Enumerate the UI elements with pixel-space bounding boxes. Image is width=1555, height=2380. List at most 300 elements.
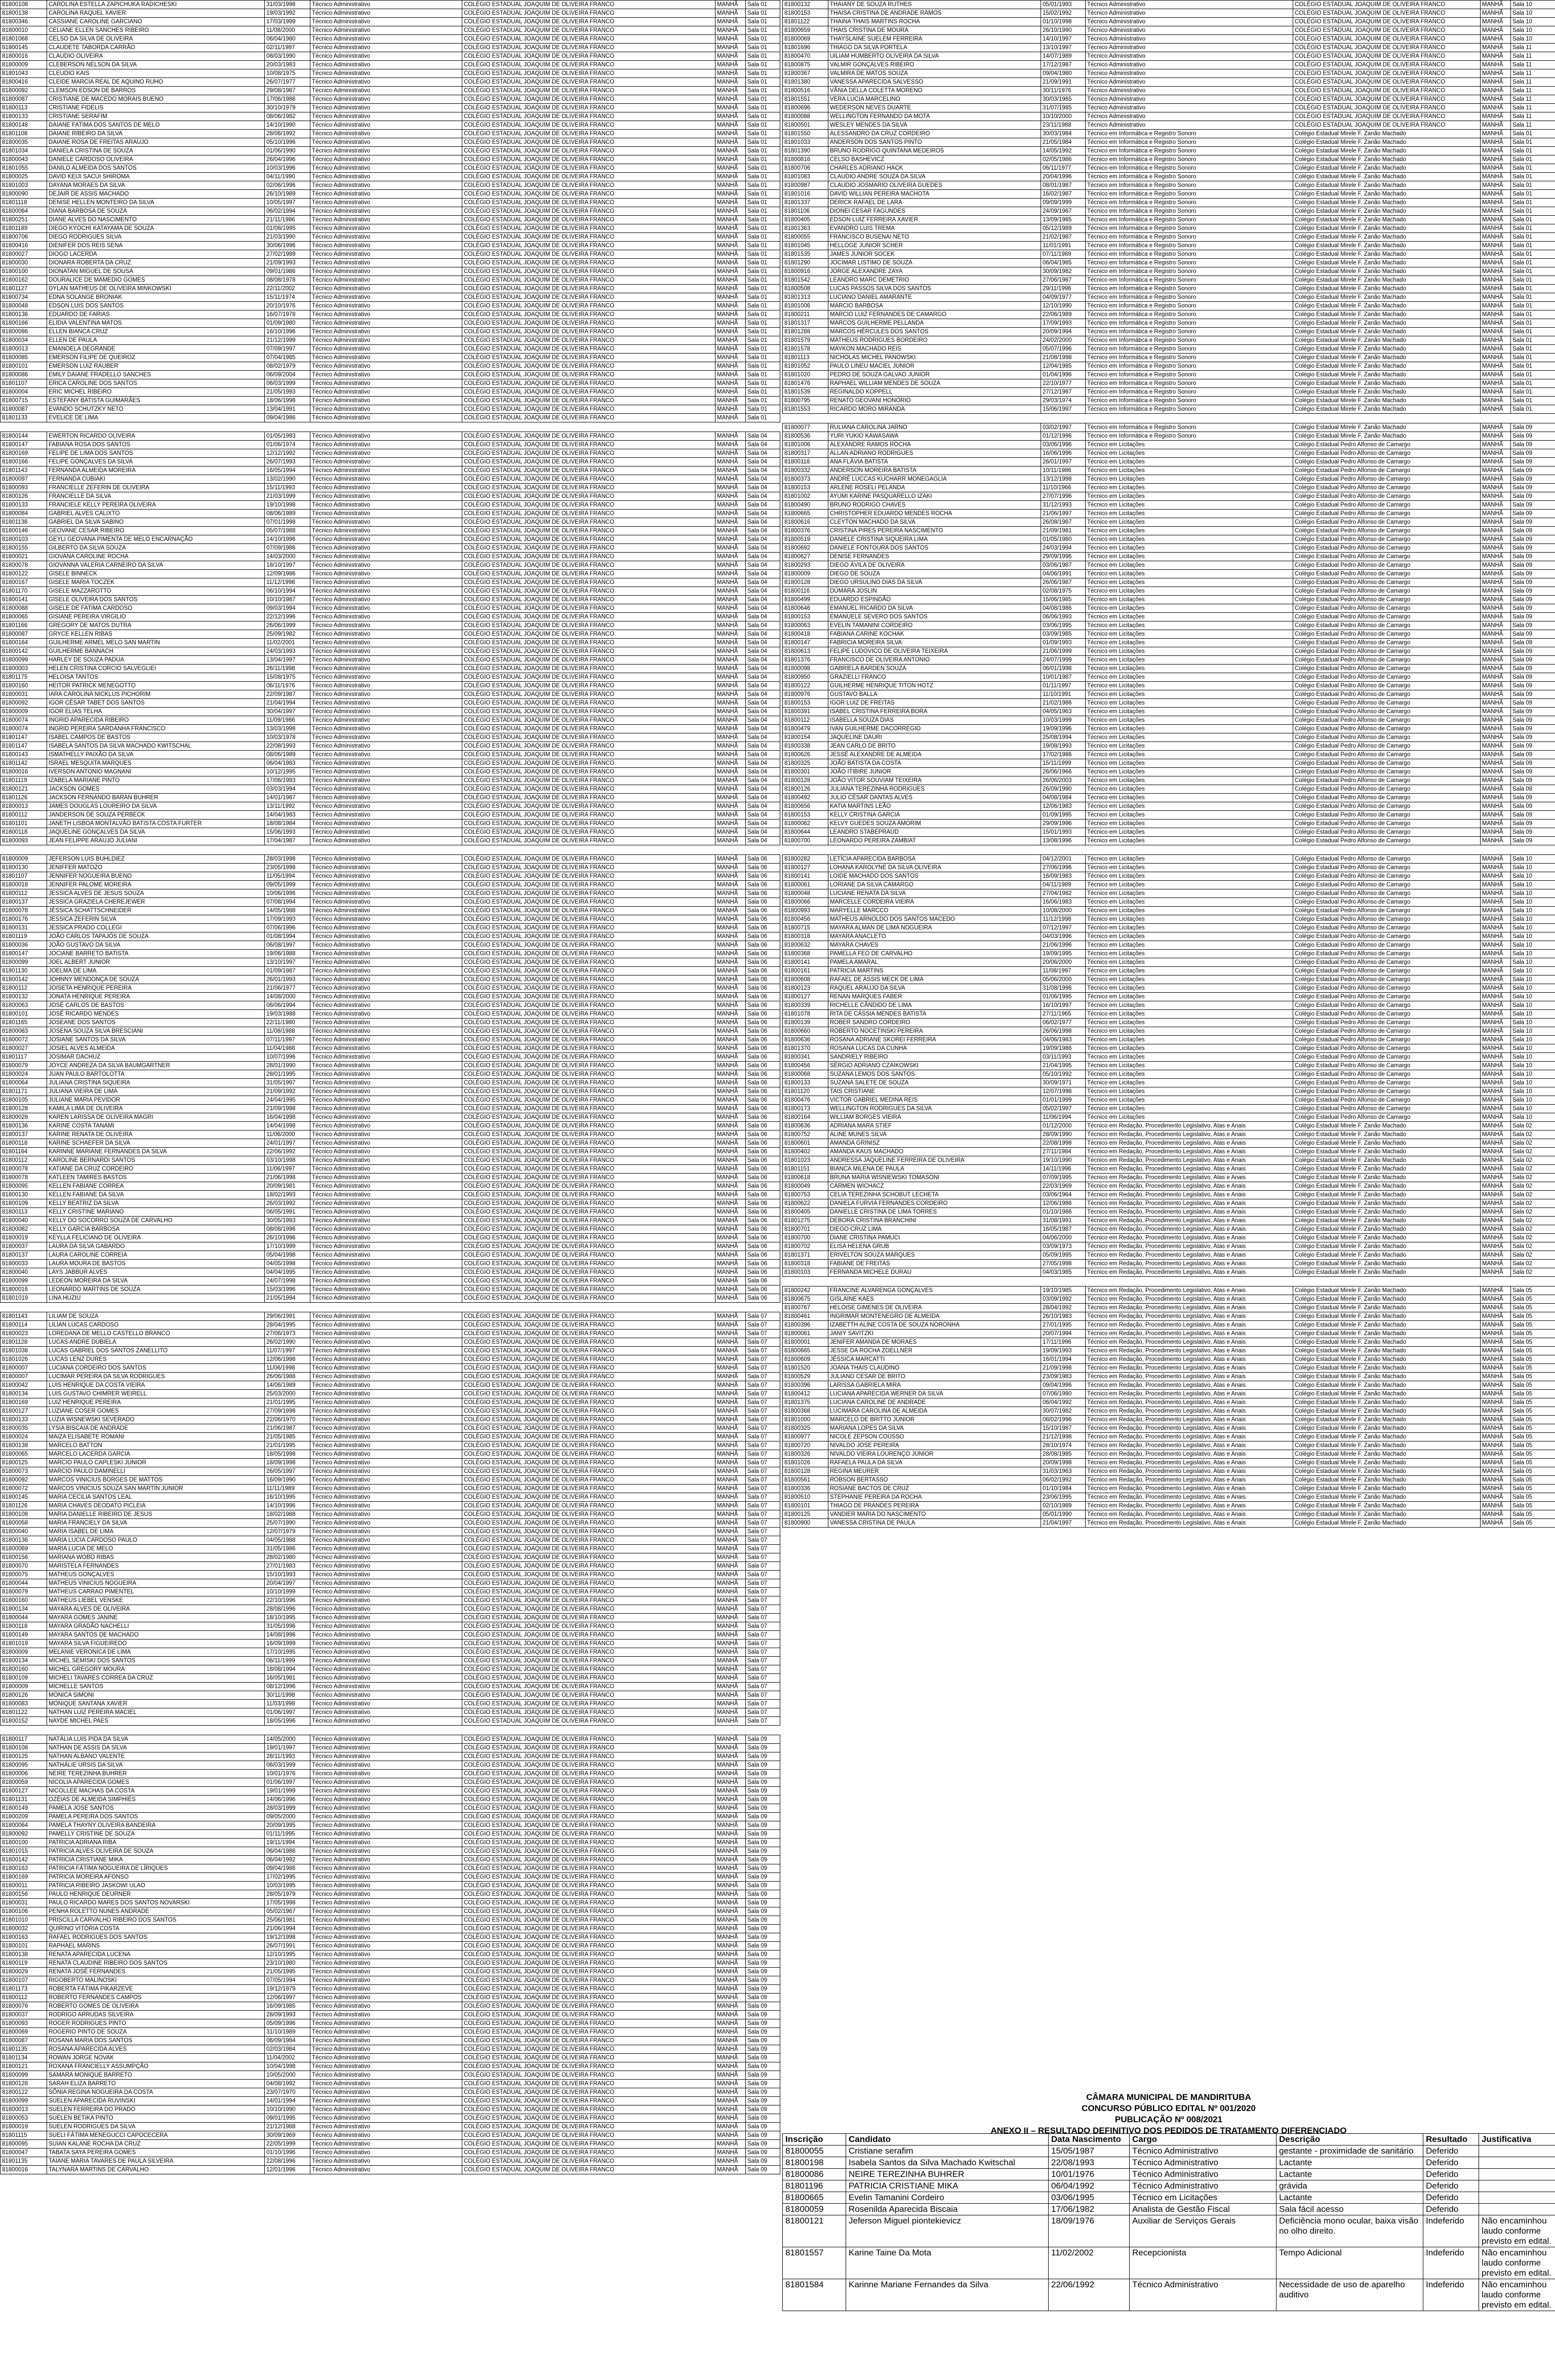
birth-date-cell: 12/04/1985: [1041, 362, 1086, 371]
annex-row: [783, 2204, 1555, 2215]
shift-cell: MANHÃ: [1481, 1105, 1511, 1113]
candidate-name-cell: CLAUDIO JOSMARIO OLIVEIRA GUEDES: [828, 181, 1041, 190]
candidate-name-cell: Jeferson Miguel piontekievicz: [846, 2215, 1049, 2247]
room-cell: Sala 06: [746, 1087, 780, 1096]
birth-date-cell: 21/12/1999: [265, 336, 310, 345]
birth-date-cell: 18/02/1993: [265, 1191, 310, 1199]
candidate-name-cell: JULIANO CESAR DE BRITO: [828, 1373, 1041, 1381]
birth-date-cell: 27/01/1995: [1041, 1321, 1086, 1330]
exam-site-cell: Colégio Estadual Pedro Alfonso de Camargo: [1293, 855, 1481, 864]
birth-date-cell: 07/06/1996: [265, 924, 310, 932]
position-cell: Técnico Administrativo: [310, 1579, 462, 1588]
shift-cell: MANHÃ: [715, 9, 746, 18]
candidate-name-cell: RAPHAEL MARINS: [47, 1942, 265, 1950]
room-cell: Sala 01: [1511, 155, 1555, 164]
candidate-name-cell: JACKSON FERNANDO BARAN BUHRER: [47, 794, 265, 802]
candidate-name-cell: SUZANA SALETE DE SOUZA: [828, 1079, 1041, 1087]
room-cell: Sala 09: [746, 2045, 780, 2054]
room-cell: Sala 09: [1511, 527, 1555, 535]
shift-cell: MANHÃ: [1481, 336, 1511, 345]
exam-site-cell: COLÉGIO ESTADUAL JOAQUIM DE OLIVEIRA FRANCO: [462, 1571, 715, 1579]
birth-date-cell: 10/01/1987: [1041, 673, 1086, 682]
shift-cell: MANHÃ: [1481, 656, 1511, 665]
room-cell: Sala 01: [1511, 405, 1555, 414]
birth-date-cell: 24/02/2000: [1041, 336, 1086, 345]
registration-cell: 81800112: [1, 1994, 47, 2002]
registration-cell: 81800133: [1, 112, 47, 121]
shift-cell: MANHÃ: [1481, 432, 1511, 441]
shift-cell: MANHÃ: [1481, 1010, 1511, 1019]
registration-cell: 81800028: [1, 1113, 47, 1122]
registration-cell: 81800609: [783, 1355, 828, 1364]
position-cell: Técnico Administrativo: [310, 1890, 462, 1899]
birth-date-cell: 06/04/1986: [265, 1847, 310, 1856]
candidate-name-cell: MAYARA CHAVES: [828, 941, 1041, 950]
table-row: [1, 1847, 780, 1856]
position-cell: Técnico em Redação, Procedimento Legislativo, Atas e Anais: [1086, 1295, 1293, 1304]
registration-cell: 81801115: [1, 2131, 47, 2140]
room-cell: Sala 04: [746, 604, 780, 613]
birth-date-cell: 23/05/1998: [265, 864, 310, 872]
table-row: [1, 561, 780, 570]
table-row: [1, 820, 780, 828]
registration-cell: 81800068: [783, 1070, 828, 1079]
table-row: [783, 130, 1555, 138]
registration-cell: 81800209: [1, 1813, 47, 1821]
shift-cell: MANHÃ: [1481, 993, 1511, 1001]
exam-site-cell: COLÉGIO ESTADUAL JOAQUIM DE OLIVEIRA FRANCO: [462, 1778, 715, 1787]
exam-site-cell: Colégio Estadual Pedro Alfonso de Camargo: [1293, 889, 1481, 898]
birth-date-cell: 31/05/1996: [265, 1622, 310, 1631]
exam-site-cell: COLÉGIO ESTADUAL JOAQUIM DE OLIVEIRA FRANCO: [462, 1347, 715, 1355]
table-row: [783, 1476, 1555, 1485]
exam-site-cell: COLÉGIO ESTADUAL JOAQUIM DE OLIVEIRA FRANCO: [462, 1390, 715, 1398]
registration-cell: 81800126: [783, 785, 828, 794]
registration-cell: 81800018: [1, 881, 47, 889]
registration-cell: 81800516: [783, 87, 828, 95]
room-cell: Sala 06: [746, 864, 780, 872]
exam-site-cell: Colégio Estadual Mirele F. Zanão Machado: [1293, 1476, 1481, 1485]
table-row: [1, 1839, 780, 1847]
position-cell: Técnico em Licitações: [1086, 984, 1293, 993]
position-cell: Técnico em Informática e Registro Sonoro: [1086, 181, 1293, 190]
table-row: [783, 733, 1555, 742]
position-cell: Técnico Administrativo: [310, 1864, 462, 1873]
position-cell: Técnico Administrativo: [310, 1968, 462, 1976]
table-row: [783, 1225, 1555, 1234]
birth-date-cell: 15/06/1993: [265, 828, 310, 837]
exam-site-cell: Colégio Estadual Mirele F. Zanão Machado: [1293, 336, 1481, 345]
registration-cell: 81800325: [783, 1424, 828, 1433]
table-row: [783, 993, 1555, 1001]
candidate-name-cell: JACKSON GOMES: [47, 785, 265, 794]
exam-site-cell: COLÉGIO ESTADUAL JOAQUIM DE OLIVEIRA FRANCO: [462, 1113, 715, 1122]
birth-date-cell: 05/10/1996: [265, 138, 310, 147]
candidate-name-cell: CAROLINA RAQUEL XAVIER: [47, 9, 265, 18]
annex-row: [783, 2247, 1555, 2279]
position-cell: Técnico Administrativo: [310, 1839, 462, 1847]
exam-site-cell: COLÉGIO ESTADUAL JOAQUIM DE OLIVEIRA FRANCO: [462, 1225, 715, 1234]
shift-cell: MANHÃ: [715, 1830, 746, 1839]
table-row: [783, 1148, 1555, 1156]
birth-date-cell: 21/05/1993: [265, 388, 310, 397]
table-row: [783, 1130, 1555, 1139]
room-cell: Sala 09: [746, 2123, 780, 2131]
position-cell: Técnico em Informática e Registro Sonoro: [1086, 155, 1293, 164]
exam-site-cell: Colégio Estadual Pedro Alfonso de Camargo: [1293, 501, 1481, 510]
registration-cell: 81800137: [1, 898, 47, 907]
candidate-name-cell: RENATO GEOVANI HONÓRIO: [828, 397, 1041, 405]
shift-cell: MANHÃ: [715, 656, 746, 665]
birth-date-cell: 06/10/1994: [265, 587, 310, 596]
shift-cell: MANHÃ: [1481, 1062, 1511, 1070]
room-cell: Sala 09: [1511, 596, 1555, 604]
exam-site-cell: COLÉGIO ESTADUAL JOAQUIM DE OLIVEIRA FRANCO: [462, 915, 715, 924]
room-cell: Sala 09: [746, 1796, 780, 1804]
room-cell: Sala 09: [746, 1907, 780, 1916]
birth-date-cell: 10/03/1995: [265, 1882, 310, 1890]
position-cell: Técnico Administrativo: [310, 1199, 462, 1208]
table-row: [783, 1493, 1555, 1502]
shift-cell: MANHÃ: [715, 872, 746, 881]
position-cell: Técnico Administrativo: [310, 2002, 462, 2011]
candidate-name-cell: GISELE BINNECK: [47, 570, 265, 578]
exam-site-cell: COLÉGIO ESTADUAL JOAQUIM DE OLIVEIRA FRANCO: [462, 785, 715, 794]
position-cell: Técnico Administrativo: [310, 941, 462, 950]
candidate-name-cell: FRANCISCO BUSENAI NETO: [828, 233, 1041, 242]
registration-cell: 81800126: [1, 1691, 47, 1700]
shift-cell: MANHÃ: [715, 466, 746, 475]
birth-date-cell: 29/11/1996: [1041, 285, 1086, 293]
candidate-name-cell: LAYS JABBUR ALVES: [47, 1268, 265, 1277]
registration-cell: 81800123: [783, 984, 828, 993]
birth-date-cell: 01/09/1995: [1041, 811, 1086, 820]
registration-cell: 81800476: [783, 1096, 828, 1105]
exam-site-cell: COLÉGIO ESTADUAL JOAQUIM DE OLIVEIRA FRANCO: [462, 1821, 715, 1830]
shift-cell: MANHÃ: [1481, 924, 1511, 932]
table-row: [1, 1994, 780, 2002]
birth-date-cell: 14/05/2000: [265, 1735, 310, 1744]
registration-cell: 81800072: [1, 1036, 47, 1044]
position-cell: Técnico Administrativo: [310, 1770, 462, 1778]
table-row: [1, 751, 780, 759]
table-row: [783, 1467, 1555, 1476]
position-cell: Técnico em Redação, Procedimento Legislativo, Atas e Anais: [1086, 1268, 1293, 1277]
table-row: [1, 35, 780, 44]
birth-date-cell: 10/12/1995: [265, 768, 310, 776]
birth-date-cell: 06/06/1994: [265, 1001, 310, 1010]
registration-cell: 81801380: [783, 78, 828, 87]
room-cell: Sala 09: [746, 1873, 780, 1882]
shift-cell: MANHÃ: [715, 1285, 746, 1294]
registration-cell: 81801196: [783, 2180, 846, 2192]
exam-site-cell: COLÉGIO ESTADUAL JOAQUIM DE OLIVEIRA FRANCO: [462, 242, 715, 250]
registration-cell: 81800133: [1, 1416, 47, 1424]
exam-site-cell: Colégio Estadual Pedro Alfonso de Camargo: [1293, 596, 1481, 604]
shift-cell: MANHÃ: [715, 1761, 746, 1770]
birth-date-cell: 26/04/1996: [265, 155, 310, 164]
position-cell: Técnico em Licitações: [1086, 1053, 1293, 1062]
room-cell: Sala 02: [1511, 1148, 1555, 1156]
birth-date-cell: 11/07/1997: [265, 1347, 310, 1355]
exam-site-cell: COLÉGIO ESTADUAL JOAQUIM DE OLIVEIRA FRANCO: [462, 1217, 715, 1225]
shift-cell: MANHÃ: [1481, 112, 1511, 121]
room-cell: Sala 06: [746, 1242, 780, 1251]
position-cell: Técnico Administrativo: [310, 69, 462, 78]
table-row: [783, 371, 1555, 379]
birth-date-cell: 20/09/1981: [265, 1182, 310, 1191]
registration-cell: 81800470: [783, 52, 828, 61]
birth-date-cell: 26/06/1999: [265, 621, 310, 630]
candidate-name-cell: JULIANA VIEIRA DE LIMA: [47, 1087, 265, 1096]
shift-cell: MANHÃ: [715, 802, 746, 811]
candidate-name-cell: PATRICIA FÁTIMA NOGUEIRA DE LÍRIQUES: [47, 1864, 265, 1873]
exam-site-cell: COLÉGIO ESTADUAL JOAQUIM DE OLIVEIRA FRANCO: [462, 2097, 715, 2105]
position-cell: Técnico Administrativo: [310, 535, 462, 544]
candidate-name-cell: LAURA MOURA DE BASTOS: [47, 1260, 265, 1268]
birth-date-cell: 05/09/1996: [265, 2019, 310, 2028]
exam-site-cell: COLÉGIO ESTADUAL JOAQUIM DE OLIVEIRA FRANCO: [462, 1156, 715, 1165]
exam-site-cell: COLÉGIO ESTADUAL JOAQUIM DE OLIVEIRA FRANCO: [462, 1752, 715, 1761]
room-cell: Sala 06: [746, 889, 780, 898]
room-cell: Sala 04: [746, 578, 780, 587]
table-row: [783, 1234, 1555, 1242]
table-row: [783, 354, 1555, 362]
shift-cell: MANHÃ: [1481, 302, 1511, 310]
candidate-name-cell: MAYARA SANTOS DE MACHADO: [47, 1631, 265, 1640]
shift-cell: MANHÃ: [715, 405, 746, 414]
exam-site-cell: COLÉGIO ESTADUAL JOAQUIM DE OLIVEIRA FRANCO: [462, 725, 715, 733]
shift-cell: MANHÃ: [1481, 725, 1511, 733]
registration-cell: 81800075: [1, 1571, 47, 1579]
candidate-name-cell: CLAUDIO ANDRE SOUZA DA SILVA: [828, 173, 1041, 181]
candidate-name-cell: JANETH LISBOA MONTALVÃO BATISTA COSTA FURTER: [47, 820, 265, 828]
shift-cell: MANHÃ: [715, 1510, 746, 1519]
shift-cell: MANHÃ: [715, 1579, 746, 1588]
position-cell: Técnico em Licitações: [1086, 708, 1293, 716]
room-cell: Sala 06: [746, 924, 780, 932]
position-cell: Técnico Administrativo: [310, 967, 462, 976]
justification-cell: [1479, 2169, 1555, 2180]
shift-cell: MANHÃ: [1481, 1312, 1511, 1321]
birth-date-cell: 15/11/1999: [1041, 759, 1086, 768]
table-row: [1, 44, 780, 52]
table-row: [783, 1338, 1555, 1347]
position-cell: Técnico em Licitações: [1086, 621, 1293, 630]
position-cell: Técnico em Licitações: [1086, 518, 1293, 527]
room-cell: Sala 09: [746, 1770, 780, 1778]
candidate-name-cell: ADRIANA MARA STIEF: [828, 1122, 1041, 1130]
shift-cell: MANHÃ: [1481, 1407, 1511, 1416]
exam-site-cell: COLÉGIO ESTADUAL JOAQUIM DE OLIVEIRA FRANCO: [462, 708, 715, 716]
candidate-name-cell: ROBERTA FÁTIMA PIKARZEVE: [47, 1985, 265, 1994]
exam-site-cell: COLÉGIO ESTADUAL JOAQUIM DE OLIVEIRA FRANCO: [462, 1890, 715, 1899]
exam-site-cell: COLÉGIO ESTADUAL JOAQUIM DE OLIVEIRA FRANCO: [462, 2157, 715, 2166]
room-cell: Sala 04: [746, 639, 780, 647]
registration-cell: 81800070: [1, 1562, 47, 1571]
left-candidate-column: [0, 0, 780, 2183]
shift-cell: MANHÃ: [715, 1933, 746, 1942]
room-cell: Sala 07: [746, 1545, 780, 1553]
shift-cell: MANHÃ: [715, 267, 746, 276]
shift-cell: MANHÃ: [1481, 293, 1511, 302]
position-cell: Técnico Administrativo: [310, 1916, 462, 1925]
registration-cell: 81800048: [1, 302, 47, 310]
registration-cell: 81800976: [783, 690, 828, 699]
table-row: [783, 87, 1555, 95]
exam-site-cell: Colégio Estadual Pedro Alfonso de Camargo: [1293, 1001, 1481, 1010]
table-row: [1, 1208, 780, 1217]
shift-cell: MANHÃ: [715, 630, 746, 639]
candidate-name-cell: GEYLI GEOVANA PIMENTA DE MELO ENCARNAÇÃO: [47, 535, 265, 544]
shift-cell: MANHÃ: [715, 1571, 746, 1579]
registration-cell: 81800122: [783, 682, 828, 690]
room-cell: Sala 01: [746, 61, 780, 69]
shift-cell: MANHÃ: [715, 1735, 746, 1744]
exam-site-cell: COLÉGIO ESTADUAL JOAQUIM DE OLIVEIRA FRANCO: [462, 1493, 715, 1502]
birth-date-cell: 07/11/1989: [1041, 250, 1086, 259]
position-cell: Técnico em Licitações: [1086, 802, 1293, 811]
shift-cell: MANHÃ: [715, 293, 746, 302]
exam-site-cell: COLÉGIO ESTADUAL JOAQUIM DE OLIVEIRA FRANCO: [462, 1968, 715, 1976]
room-cell: Sala 06: [746, 967, 780, 976]
position-cell: Técnico Administrativo: [310, 1985, 462, 1994]
position-cell: Técnico em Informática e Registro Sonoro: [1086, 233, 1293, 242]
birth-date-cell: 15/01/1993: [1041, 828, 1086, 837]
room-cell: Sala 02: [1511, 1174, 1555, 1182]
room-cell: Sala 06: [746, 1036, 780, 1044]
registration-cell: 81800162: [1, 276, 47, 285]
registration-cell: 81800088: [783, 112, 828, 121]
room-cell: Sala 09: [746, 1847, 780, 1856]
table-row: [1, 1579, 780, 1588]
shift-cell: MANHÃ: [715, 1433, 746, 1441]
exam-site-cell: COLÉGIO ESTADUAL JOAQUIM DE OLIVEIRA FRANCO: [462, 742, 715, 751]
position-cell: Técnico Administrativo: [310, 121, 462, 130]
exam-site-cell: COLÉGIO ESTADUAL JOAQUIM DE OLIVEIRA FRANCO: [462, 492, 715, 501]
table-row: [783, 907, 1555, 915]
shift-cell: MANHÃ: [715, 1191, 746, 1199]
room-cell: Sala 07: [746, 1640, 780, 1648]
birth-date-cell: 24/03/1994: [1041, 544, 1086, 553]
shift-cell: MANHÃ: [715, 759, 746, 768]
position-cell: Técnico Administrativo: [310, 1691, 462, 1700]
table-row: [783, 820, 1555, 828]
room-cell: Sala 01: [746, 336, 780, 345]
room-cell: Sala 04: [746, 570, 780, 578]
position-cell: Técnico em Licitações: [1086, 1044, 1293, 1053]
table-row: [783, 725, 1555, 733]
exam-site-cell: Colégio Estadual Pedro Alfonso de Camargo: [1293, 967, 1481, 976]
shift-cell: MANHÃ: [1481, 958, 1511, 967]
shift-cell: MANHÃ: [715, 207, 746, 216]
candidate-name-cell: KARINNE MARIANE FERNANDES DA SILVA: [47, 1148, 265, 1156]
shift-cell: MANHÃ: [715, 388, 746, 397]
registration-cell: 81800145: [1, 1493, 47, 1502]
birth-date-cell: 10/06/1996: [265, 889, 310, 898]
candidate-name-cell: RITA DE CÁSSIA MENDES BATISTA: [828, 1010, 1041, 1019]
registration-cell: 81801390: [783, 147, 828, 155]
exam-site-cell: COLÉGIO ESTADUAL JOAQUIM DE OLIVEIRA FRANCO: [462, 1053, 715, 1062]
birth-date-cell: 28/05/1979: [265, 1890, 310, 1899]
shift-cell: MANHÃ: [715, 1199, 746, 1208]
position-cell: Técnico Administrativo: [310, 665, 462, 673]
room-cell: Sala 07: [746, 1347, 780, 1355]
exam-site-cell: COLÉGIO ESTADUAL JOAQUIM DE OLIVEIRA FRANCO: [462, 379, 715, 388]
table-row: [1, 2071, 780, 2080]
position-cell: Técnico Administrativo: [310, 336, 462, 345]
room-cell: Sala 09: [1511, 553, 1555, 561]
candidate-name-cell: FRANCISCO DE OLIVEIRA ANTONIO: [828, 656, 1041, 665]
table-row: [1, 354, 780, 362]
exam-site-cell: COLÉGIO ESTADUAL JOAQUIM DE OLIVEIRA FRANCO: [462, 881, 715, 889]
birth-date-cell: 07/04/1985: [265, 354, 310, 362]
exam-site-cell: COLÉGIO ESTADUAL JOAQUIM DE OLIVEIRA FRANCO: [462, 130, 715, 138]
birth-date-cell: 04/08/1986: [1041, 604, 1086, 613]
exam-site-cell: COLÉGIO ESTADUAL JOAQUIM DE OLIVEIRA FRANCO: [462, 1010, 715, 1019]
exam-site-cell: Colégio Estadual Mirele F. Zanão Machado: [1293, 1130, 1481, 1139]
shift-cell: MANHÃ: [715, 1813, 746, 1821]
registration-cell: 81800004: [1, 388, 47, 397]
table-row: [1, 432, 780, 441]
position-cell: Técnico Administrativo: [310, 1027, 462, 1036]
registration-cell: 81800122: [1, 570, 47, 578]
shift-cell: MANHÃ: [715, 518, 746, 527]
room-cell: Sala 07: [746, 1467, 780, 1476]
registration-cell: 81800087: [1, 630, 47, 639]
registration-cell: 81800318: [783, 1260, 828, 1268]
exam-site-cell: Colégio Estadual Mirele F. Zanão Machado: [1293, 1467, 1481, 1476]
shift-cell: MANHÃ: [715, 1459, 746, 1467]
table-row: [1, 967, 780, 976]
exam-site-cell: Colégio Estadual Mirele F. Zanão Machado: [1293, 354, 1481, 362]
table-row: [1, 310, 780, 319]
exam-site-cell: Colégio Estadual Pedro Alfonso de Camargo: [1293, 527, 1481, 535]
exam-site-cell: COLÉGIO ESTADUAL JOAQUIM DE OLIVEIRA FRANCO: [462, 78, 715, 87]
table-row: [783, 173, 1555, 181]
position-cell: Técnico Administrativo: [310, 553, 462, 561]
birth-date-cell: 01/06/1990: [265, 147, 310, 155]
registration-cell: 81801371: [783, 1251, 828, 1260]
exam-site-cell: COLÉGIO ESTADUAL JOAQUIM DE OLIVEIRA FRANCO: [462, 1242, 715, 1251]
shift-cell: MANHÃ: [715, 1950, 746, 1959]
table-row: [1, 224, 780, 233]
candidate-name-cell: RAQUEL ARAUJO DA SILVA: [828, 984, 1041, 993]
position-cell: Técnico em Licitações: [1086, 1087, 1293, 1096]
exam-site-cell: Colégio Estadual Pedro Alfonso de Camargo: [1293, 458, 1481, 466]
exam-site-cell: COLÉGIO ESTADUAL JOAQUIM DE OLIVEIRA FRANCO: [462, 2045, 715, 2054]
birth-date-cell: 22/12/1996: [265, 613, 310, 621]
position-cell: Técnico Administrativo: [310, 199, 462, 207]
position-cell: Técnico Administrativo: [310, 1899, 462, 1907]
position-cell: Técnico em Licitações: [1086, 466, 1293, 475]
position-cell: Técnico Administrativo: [310, 881, 462, 889]
candidate-name-cell: DAVID WILLIAN PEREIRA MACHOTA: [828, 190, 1041, 199]
table-row: [783, 1355, 1555, 1364]
exam-site-cell: Colégio Estadual Pedro Alfonso de Camargo: [1293, 1062, 1481, 1070]
annex-header-cell: Resultado: [1423, 2134, 1479, 2145]
registration-cell: 81800501: [783, 121, 828, 130]
registration-cell: 81801019: [1, 1294, 47, 1303]
exam-site-cell: COLÉGIO ESTADUAL JOAQUIM DE OLIVEIRA FRANCO: [462, 1087, 715, 1096]
room-cell: Sala 07: [746, 1476, 780, 1485]
candidate-name-cell: MARISTELA FERNANDES: [47, 1562, 265, 1571]
exam-site-cell: Colégio Estadual Pedro Alfonso de Camargo: [1293, 716, 1481, 725]
exam-site-cell: COLÉGIO ESTADUAL JOAQUIM DE OLIVEIRA FRANCO: [462, 794, 715, 802]
position-cell: Técnico Administrativo: [310, 267, 462, 276]
exam-site-cell: Colégio Estadual Mirele F. Zanão Machado: [1293, 1398, 1481, 1407]
shift-cell: MANHÃ: [715, 510, 746, 518]
